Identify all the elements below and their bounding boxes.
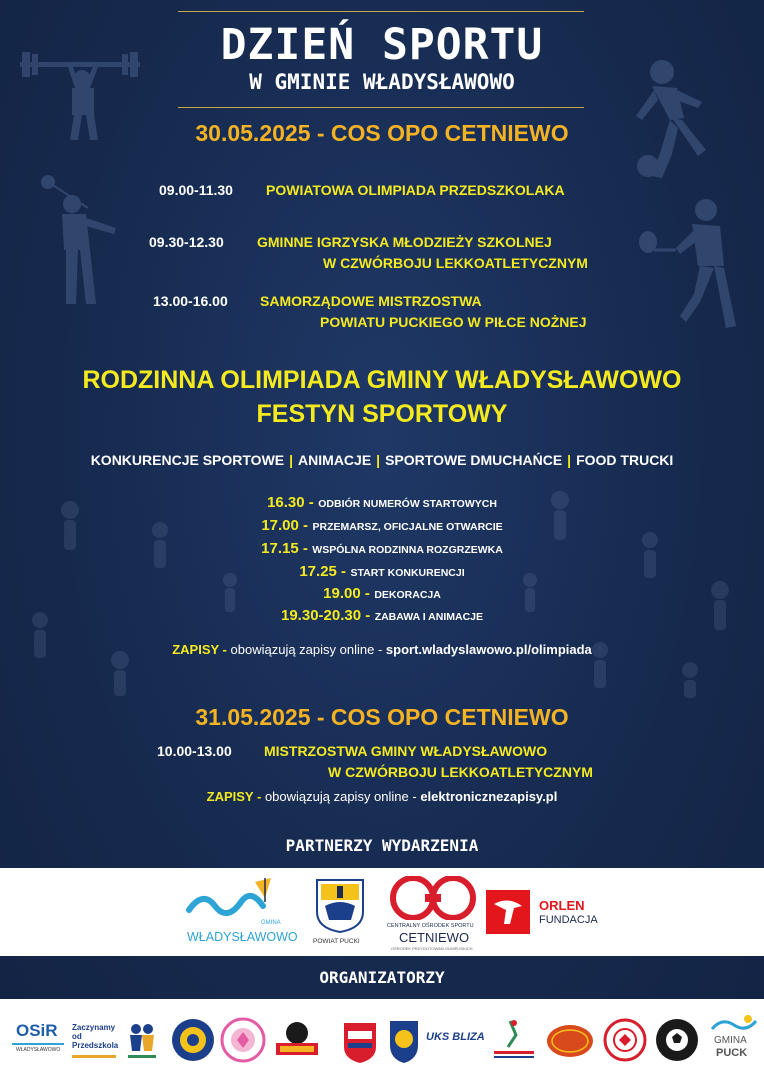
wave-icon [185,876,295,926]
uks-bliza-logo [426,1029,484,1055]
cos-emblem-icon [385,876,481,920]
event-title-line1: GMINNE IGRZYSKA MŁODZIEŻY SZKOLNEJ [257,234,552,250]
jastarnia-badge-icon [170,1017,216,1063]
program-row [0,607,764,625]
orlen-fundacja-logo [486,890,616,936]
logo-text: OSiR [16,1021,58,1040]
logo-underline [12,1043,64,1045]
signup-link[interactable]: sport.wladyslawowo.pl/olimpiada [385,642,592,657]
festival-title: RODZINNA OLIMPIADA GMINY WŁADYSŁAWOWO [82,366,682,394]
program-desc: ZABAWA I ANIMACJE [374,611,483,623]
cos-cetniewo-logo [385,876,481,952]
feature-separator: | [376,452,381,468]
event-subtitle: W GMINIE WŁADYSŁAWOWO [249,70,515,94]
pirat-logo-icon [270,1019,324,1063]
organizers-title: ORGANIZATORZY [319,968,445,987]
signup-label: ZAPISY - [206,789,262,804]
organizers-band [0,999,764,1080]
logo-stripe [72,1055,116,1058]
crest-icon [313,876,367,934]
osir-logo [12,1021,64,1061]
logo-text: WŁADYSŁAWOWO [187,930,298,944]
logo-subtext: FUNDACJA [539,914,598,926]
program-desc: PRZEMARSZ, OFICJALNE OTWARCIE [312,521,503,533]
event-title-line2: W CZWÓRBOJU LEKKOATLETYCZNYM [323,255,588,271]
program-row [0,494,764,512]
logo-text: ORLEN [539,898,585,913]
signup-text: obowiązują zapisy online - [264,789,417,804]
program-row [0,563,764,581]
event-time: 09.00-11.30 [159,182,233,198]
logo-text: POWIAT PUCKI [313,938,360,945]
logo-small-text: GMINA [261,920,281,926]
signup-link[interactable]: elektronicznezapisy.pl [420,789,558,804]
logo-text: Zaczynamy od Przedszkola [72,1023,119,1050]
logo-subtext: PUCK [716,1047,748,1059]
feature-separator: | [289,452,294,468]
logo-text: GMINA [714,1035,747,1046]
gmina-puck-wave-icon [708,1013,760,1035]
logo-text: UKS BLIZA [426,1031,485,1043]
event-time: 10.00-13.00 [157,743,232,759]
zaczynamy-od-przedszkola-logo [72,1023,120,1061]
event-title: DZIEŃ SPORTU [220,20,544,70]
klif-oval-icon [546,1023,594,1059]
event-title-line1: SAMORZĄDOWE MISTRZOSTWA [260,293,482,309]
club-badge-icon [602,1017,648,1063]
festival-subtitle: FESTYN SPORTOWY [256,400,508,428]
feature-item: KONKURENCJE SPORTOWE [90,452,285,468]
event-title-line1: MISTRZOSTWA GMINY WŁADYSŁAWOWO [264,743,548,759]
logo-small-text: OŚRODEK PRZYGOTOWAŃ OLIMPIJSKICH [391,946,473,951]
feature-separator: | [567,452,572,468]
mks-crest-icon [338,1017,382,1065]
festival-features [0,452,764,468]
program-row [0,540,764,558]
program-time: 19.30-20.30 - [281,607,371,624]
festival-signup [0,642,764,657]
gks-badge-icon [386,1017,422,1065]
day2-signup [0,789,764,804]
program-time: 17.25 - [299,563,347,580]
feature-item: SPORTOWE DMUCHAŃCE [385,452,563,468]
logo-text: CETNIEWO [399,930,470,945]
signup-label: ZAPISY - [172,642,227,657]
program-desc: START KONKURENCJI [350,567,465,579]
event-title-line2: W CZWÓRBOJU LEKKOATLETYCZNYM [328,764,593,780]
logo-subtext: WŁADYSŁAWOWO [16,1047,61,1053]
partners-title: PARTNERZY WYDARZENIA [285,836,479,855]
program-desc: WSPÓLNA RODZINNA ROZGRZEWKA [312,544,503,556]
cheer-badge-icon [220,1017,266,1063]
klif-chlapowo-logo [546,1023,594,1059]
gmina-wladyslawowo-logo [185,876,298,951]
partners-band [0,868,764,956]
school-children-icon [126,1021,158,1061]
program-desc: ODBIÓR NUMERÓW STARTOWYCH [318,498,497,510]
day1-heading: 30.05.2025 - COS OPO CETNIEWO [195,120,569,146]
orlen-eagle-icon [486,890,530,934]
logo-top-text: CENTRALNY OŚRODEK SPORTU [387,923,474,929]
event-title-line1: POWIATOWA OLIMPIADA PRZEDSZKOLAKA [266,182,565,198]
tyczka-logo-icon [490,1017,538,1063]
program-row [0,585,764,603]
powiat-pucki-logo [313,876,367,950]
program-time: 17.15 - [261,540,308,557]
hammer-thrower-icon [30,168,140,308]
program-time: 19.00 - [323,585,370,602]
program-time: 17.00 - [261,517,309,534]
program-row [0,517,764,535]
badminton-player-icon [636,190,746,330]
feature-item: ANIMACJE [298,452,372,468]
day2-heading: 31.05.2025 - COS OPO CETNIEWO [195,704,569,730]
title-rule-top [178,11,584,12]
program-desc: DEKORACJA [374,589,441,601]
gmina-puck-logo [708,1013,760,1065]
event-time: 09.30-12.30 [149,234,224,250]
event-time: 13.00-16.00 [153,293,228,309]
signup-text: obowiązują zapisy online - [230,642,383,657]
title-rule-bottom [178,107,584,108]
program-time: 16.30 - [267,494,314,511]
event-title-line2: POWIATU PUCKIEGO W PIŁCE NOŻNEJ [320,314,587,330]
feature-item: FOOD TRUCKI [576,452,674,468]
football-school-icon [654,1017,700,1063]
